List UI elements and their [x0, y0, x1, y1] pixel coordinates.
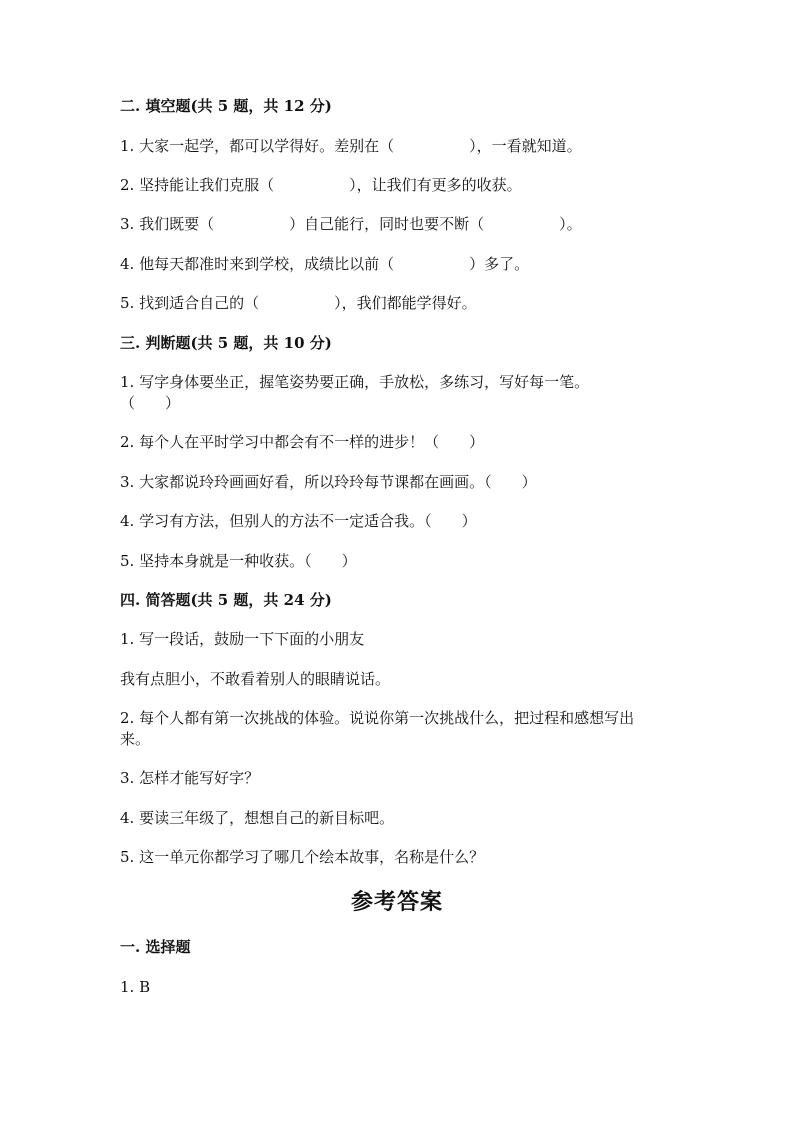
section-heading-short-answer: 四. 简答题(共 5 题，共 24 分) — [120, 591, 332, 609]
section-heading-fill-blank: 二. 填空题(共 5 题，共 12 分) — [120, 97, 332, 115]
short-answer-question-5: 5. 这一单元你都学习了哪几个绘本故事，名称是什么？ — [120, 848, 485, 866]
short-answer-question-3: 3. 怎样才能写好字？ — [120, 769, 260, 787]
fill-blank-question-1: 1. 大家一起学，都可以学得好。差别在（ ），一看就知道。 — [120, 137, 582, 155]
section-heading-true-false: 三. 判断题(共 5 题，共 10 分) — [120, 334, 332, 352]
fill-blank-question-3: 3. 我们既要（ ）自己能行，同时也要不断（ ）。 — [120, 215, 582, 233]
true-false-question-4: 4. 学习有方法，但别人的方法不一定适合我。（ ） — [120, 512, 477, 530]
answer-key-title: 参考答案 — [350, 889, 443, 915]
true-false-question-2: 2. 每个人在平时学习中都会有不一样的进步！（ ） — [120, 433, 485, 451]
true-false-question-1-answer-blank: （ ） — [120, 394, 181, 412]
true-false-question-1: 1. 写字身体要坐正，握笔姿势要正确，手放松，多练习，写好每一笔。 — [120, 373, 590, 391]
short-answer-question-2-continued: 来。 — [120, 730, 151, 748]
fill-blank-question-4: 4. 他每天都准时来到学校，成绩比以前（ ）多了。 — [120, 255, 530, 273]
short-answer-question-2: 2. 每个人都有第一次挑战的体验。说说你第一次挑战什么，把过程和感想写出 — [120, 709, 635, 727]
short-answer-question-1: 1. 写一段话，鼓励一下下面的小朋友 — [120, 630, 365, 648]
fill-blank-question-2: 2. 坚持能让我们克服（ ），让我们有更多的收获。 — [120, 176, 522, 194]
true-false-question-3: 3. 大家都说玲玲画画好看，所以玲玲每节课都在画画。（ ） — [120, 473, 537, 491]
answer-section-heading-multiple-choice: 一. 选择题 — [120, 938, 191, 956]
fill-blank-question-5: 5. 找到适合自己的（ ），我们都能学得好。 — [120, 294, 477, 312]
short-answer-question-1-prompt: 我有点胆小，不敢看着别人的眼睛说话。 — [120, 670, 391, 688]
short-answer-question-4: 4. 要读三年级了，想想自己的新目标吧。 — [120, 809, 395, 827]
true-false-question-5: 5. 坚持本身就是一种收获。（ ） — [120, 552, 357, 570]
answer-item-1: 1. B — [120, 978, 151, 996]
